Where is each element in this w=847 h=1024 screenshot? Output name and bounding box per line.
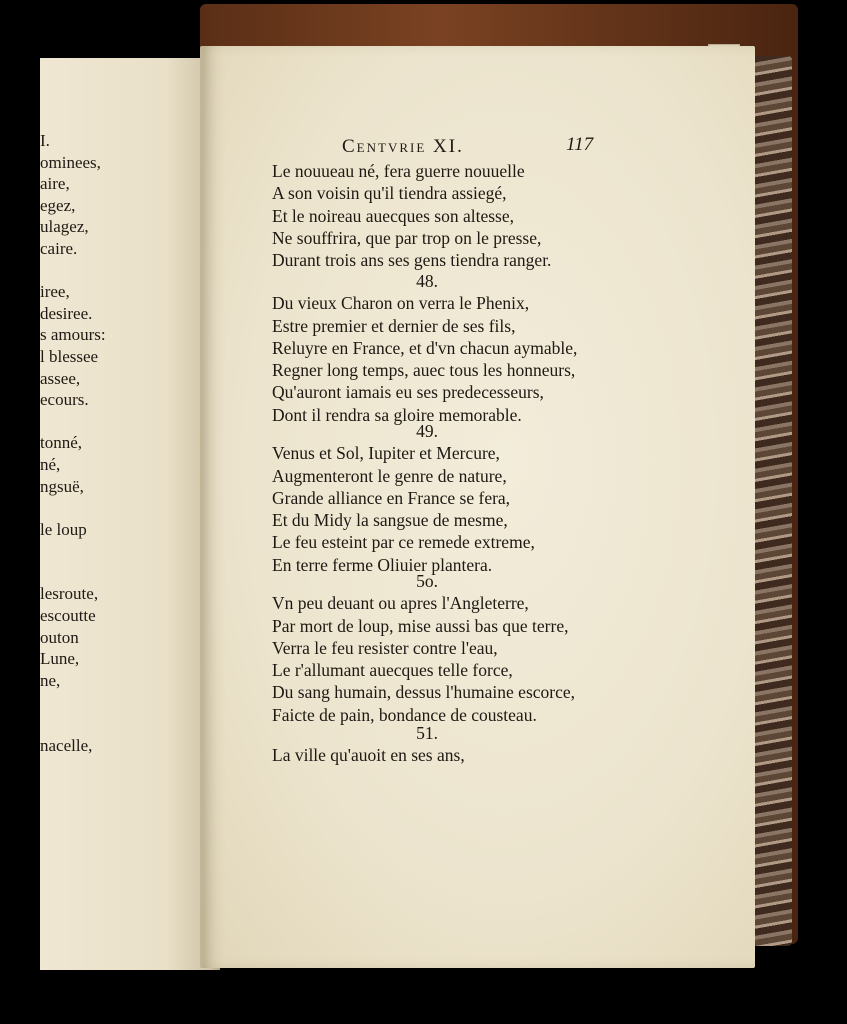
verse-line: Grande alliance en France se fera, [272,487,511,508]
left-page-fragment: egez, [40,195,76,215]
left-page-fragment [40,411,200,433]
marbled-endpaper [752,56,792,946]
running-head: Centvrie XI. [342,136,464,157]
left-page-fragment [40,562,200,584]
verse-line: Faicte de pain, bondance de cousteau. [272,704,537,725]
verse-line: Et le noireau auecques son altesse, [272,205,514,226]
verse-line: Du vieux Charon on verra le Phenix, [272,293,530,314]
verse-line: Le nouueau né, fera guerre nouuelle [272,161,525,181]
left-page-fragment: nacelle, [40,735,93,755]
left-page-fragment: le loup [40,519,87,539]
verse-line: A son voisin qu'il tiendra assiegé, [272,183,507,204]
verse-line: Vn peu deuant ou apres l'Angleterre, [272,593,529,614]
left-page-fragment: s amours: [40,325,106,345]
verse-line: Ne souffrira, que par trop on le presse, [272,227,542,248]
left-page-fragment: lesroute, [40,584,99,604]
verse-line: Dont il rendra sa gloire memorable. [272,404,522,425]
verse-line: Le r'allumant auecques telle force, [272,660,513,681]
left-page-fragment: né, [40,454,61,474]
stanza-47 [272,160,551,271]
left-page-fragment: I. [40,131,50,150]
left-page-fragment: escoutte [40,606,96,626]
verse-line: Durant trois ans ses gens tiendra ranger. [272,250,552,271]
left-page-fragment: ulagez, [40,217,89,237]
left-page-fragment [40,497,200,519]
verse-line: Du sang humain, dessus l'humaine escorce, [272,682,576,703]
stanza-number: 5o. [416,571,438,591]
left-page-fragment [40,691,200,713]
left-page-text [40,130,200,756]
stanza-50 [272,570,582,726]
verse-line: Verra le feu resister contre l'eau, [272,637,498,658]
verse-line: Venus et Sol, Iupiter et Mercure, [272,443,500,464]
verse-line: Augmenteront le genre de nature, [272,465,507,486]
page-number: 117 [566,134,594,155]
left-page-fragment: caire. [40,238,78,258]
stanza-49 [272,420,582,576]
left-page-fragment [40,260,200,282]
left-page-fragment: desiree. [40,303,93,323]
left-page-fragment: ngsuë, [40,476,84,496]
left-page-fragment: ne, [40,670,61,690]
stanza-number: 51. [416,723,438,743]
verse-line: La ville qu'auoit en ses ans, [272,745,465,766]
verse-line: Estre premier et dernier de ses fils, [272,315,516,336]
left-page-fragment [40,713,200,735]
verse-line: Le feu esteint par ce remede extreme, [272,532,535,553]
left-page-fragment: assee, [40,368,81,388]
verse-line: Reluyre en France, et d'vn chacun aymable, [272,337,578,358]
left-page-fragment [40,540,200,562]
left-page-fragment: tonné, [40,433,83,453]
stanza-48 [272,270,582,426]
left-page-fragment: Lune, [40,649,80,669]
stanza-number: 49. [416,421,438,441]
left-page-fragment: ominees, [40,152,101,172]
verse-line: Qu'auront iamais eu ses predecesseurs, [272,382,544,403]
verse-line: Et du Midy la sangsue de mesme, [272,510,508,531]
left-page-fragment: outon [40,627,79,647]
verse-line: Par mort de loup, mise aussi bas que terre, [272,615,569,636]
stanza-51 [272,722,582,767]
stanza-number: 48. [416,271,438,291]
left-page-fragment: ecours. [40,390,89,410]
verse-line: En terre ferme Oliuier plantera. [272,554,493,575]
left-page-fragment: l blessee [40,346,99,366]
left-page-fragment: aire, [40,174,70,194]
left-page-fragment: iree, [40,282,70,302]
verse-line: Regner long temps, auec tous les honneurs, [272,360,576,381]
